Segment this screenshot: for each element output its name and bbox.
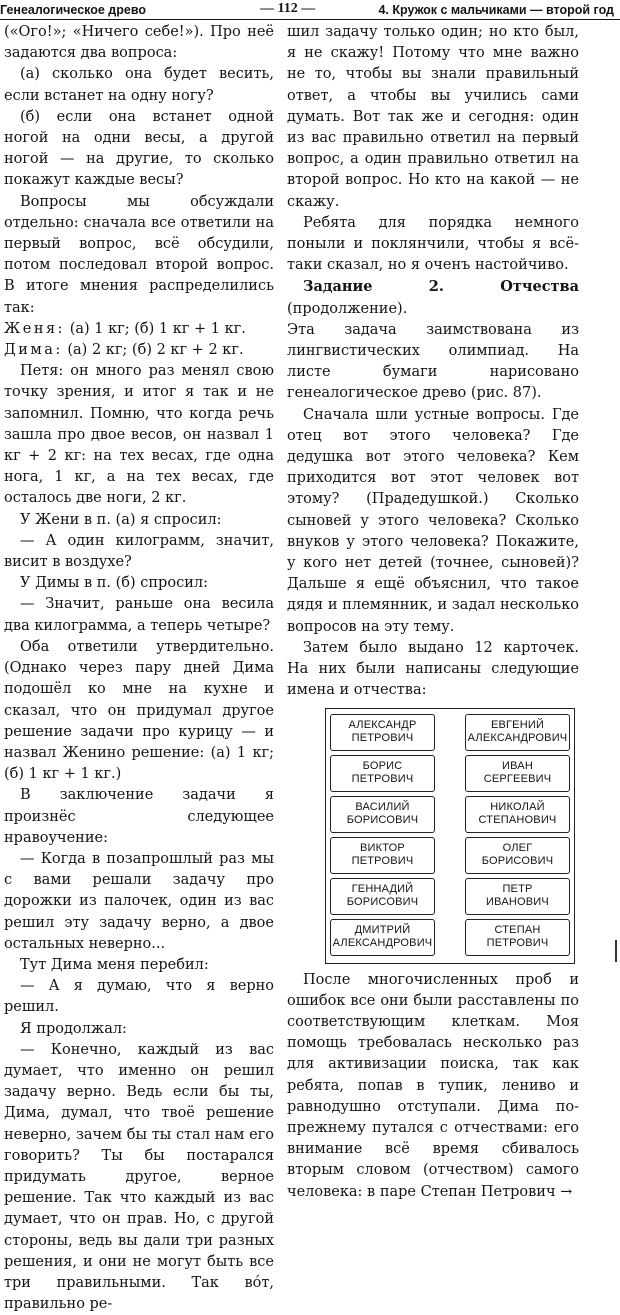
answer-name: Дима:: [4, 342, 63, 359]
name-card: ОЛЕГ БОРИСОВИЧ: [465, 837, 570, 874]
paragraph: — Конечно, каждый из вас думает, что именно он решил задачу верно. Ведь если бы ты, Дима, думал, что твоё решение неверно, зачем бы ты стал нам его говорить? Ты бы постарался придумать другое, верное решение. Так что каждый из вас думает, что он прав. Но, с другой стороны, ведь вы дали три разных решения, и они не могут быть все три правильными. Так вóт, правильно ре-: [4, 1041, 274, 1313]
paragraph: Вопросы мы обсуждали отдельно: сначала все ответили на первый вопрос, всё обсудили, потом последовал второй вопрос. В итоге мнения распределились так:: [4, 193, 274, 316]
paragraph: — А я думаю, что я верно решил.: [4, 978, 274, 1016]
paragraph: Петя: он много раз менял свою точку зрения, и итог я так и не запомнил. Помню, что когда речь зашла про двое весов, он назвал 1 кг + 2 кг: на тех весах, где одна нога, 1 кг, а на тех весах, где осталось две ноги, 2 кг.: [4, 363, 274, 507]
paragraph: Сначала шли устные вопросы. Где отец вот этого человека? Где дедушка вот этого человека? Кем приходится вот этот человек вот этому? (Прадедушкой.) Сколько сыновей у этого человека? Сколько внуков у этого человека? Покажите, у кого нет детей (точнее, сыновей)? Дальше я ещё объяснил, что такое дядя и племянник, и задал несколько вопросов на эту тему.: [287, 406, 579, 635]
name-card: СТЕПАН ПЕТРОВИЧ: [465, 919, 570, 956]
page-number: — 112 —: [260, 1, 316, 16]
paragraph: (а) сколько она будет весить, если встанет на одну ногу?: [4, 66, 274, 104]
task-suffix: (продолжение).: [287, 300, 408, 317]
answer-text: (а) 1 кг; (б) 1 кг + 1 кг.: [69, 320, 246, 337]
paragraph: Ребята для порядка немного поныли и поклянчили, чтобы я всё-таки сказал, но я оченъ настойчиво.: [287, 214, 579, 274]
name-card: ГЕННАДИЙ БОРИСОВИЧ: [330, 878, 435, 915]
paragraph: («Ого!»; «Ничего себе!»). Про неё задаются два вопроса:: [4, 24, 274, 62]
paragraph: Оба ответили утвердительно. (Однако через пару дней Дима подошёл ко мне на кухне и сказал, что он придумал другое решение задачи про курицу — и назвал Женино решение: (а) 1 кг; (б) 1 кг + 1 кг.): [4, 638, 274, 783]
paragraph: (б) если она встанет одной ногой на одни весы, а другой ногой — на другие, то сколько покажут каждые весы?: [4, 108, 274, 189]
name-card: ПЕТР ИВАНОВИЧ: [465, 878, 570, 915]
left-column: [4, 22, 274, 1315]
paragraph: — Когда в позапрошлый раз мы с вами решали задачу про дорожки из палочек, один из вас решил эту задачу верно, а двое остальных неверно...: [4, 850, 274, 952]
name-card: НИКОЛАЙ СТЕПАНОВИЧ: [465, 796, 570, 833]
task-heading: [287, 276, 579, 319]
name-card: ЕВГЕНИЙ АЛЕКСАНДРОВИЧ: [465, 714, 570, 751]
answer-name: Женя:: [4, 320, 66, 337]
answer-zhenya: [4, 319, 274, 340]
paragraph: Эта задача заимствована из лингвистических олимпиад. На листе бумаги нарисовано генеалогическое древо (рис. 87).: [287, 321, 579, 402]
paragraph: шил задачу только один; но кто был, я не скажу! Потому что мне важно не то, чтобы вы знали правильный ответ, а чтобы вы учились сами думать. Вот так же и сегодня: один из вас правильно ответил на первый вопрос, а один правильно ответил на второй вопрос. Но кто на какой — не скажу.: [287, 24, 579, 210]
answer-dima: [4, 340, 274, 361]
paragraph: У Димы в п. (б) спросил:: [20, 575, 208, 592]
paragraph: После многочисленных проб и ошибок все они были расставлены по соответствующим клеткам. Моя помощь требовалась несколько раз для активизации поиска, так как ребята, попав в тупик, лениво и равнодушно отступали. Дима по-прежнему путался с отчествами: его внимание всё время сбивалось вторым словом (отчеством) самого человека: в паре Степан Петрович →: [287, 971, 579, 1200]
name-cards-figure: [325, 708, 575, 964]
paragraph: Тут Дима меня перебил:: [20, 956, 209, 973]
name-card: БОРИС ПЕТРОВИЧ: [330, 755, 435, 792]
paragraph: Затем было выдано 12 карточек. На них были написаны следующие имена и отчества:: [287, 639, 579, 699]
paragraph: В заключение задачи я произнёс следующее нравоучение:: [4, 787, 274, 846]
right-column: [287, 22, 579, 1203]
name-card: АЛЕКСАНДР ПЕТРОВИЧ: [330, 714, 435, 751]
paragraph: Я продолжал:: [20, 1020, 127, 1037]
header-rule: [0, 19, 620, 20]
paragraph: У Жени в п. (а) я спросил:: [20, 511, 222, 528]
header-chapter-title: 4. Кружок с мальчиками — второй год: [378, 3, 614, 17]
paragraph: — Значит, раньше она весила два килограмма, а теперь четыре?: [4, 596, 274, 634]
name-card: ВАСИЛИЙ БОРИСОВИЧ: [330, 796, 435, 833]
task-title: Задание 2. Отчества: [303, 278, 579, 296]
name-card: ДМИТРИЙ АЛЕКСАНДРОВИЧ: [330, 919, 435, 956]
running-header: [0, 0, 620, 22]
name-card: ИВАН СЕРГЕЕВИЧ: [465, 755, 570, 792]
paragraph: — А один килограмм, значит, висит в воздухе?: [4, 532, 274, 571]
margin-mark: [615, 940, 617, 962]
name-card: ВИКТОР ПЕТРОВИЧ: [330, 837, 435, 874]
answer-text: (а) 2 кг; (б) 2 кг + 2 кг.: [67, 342, 244, 359]
header-book-title: Генеалогическое древо: [0, 3, 146, 17]
